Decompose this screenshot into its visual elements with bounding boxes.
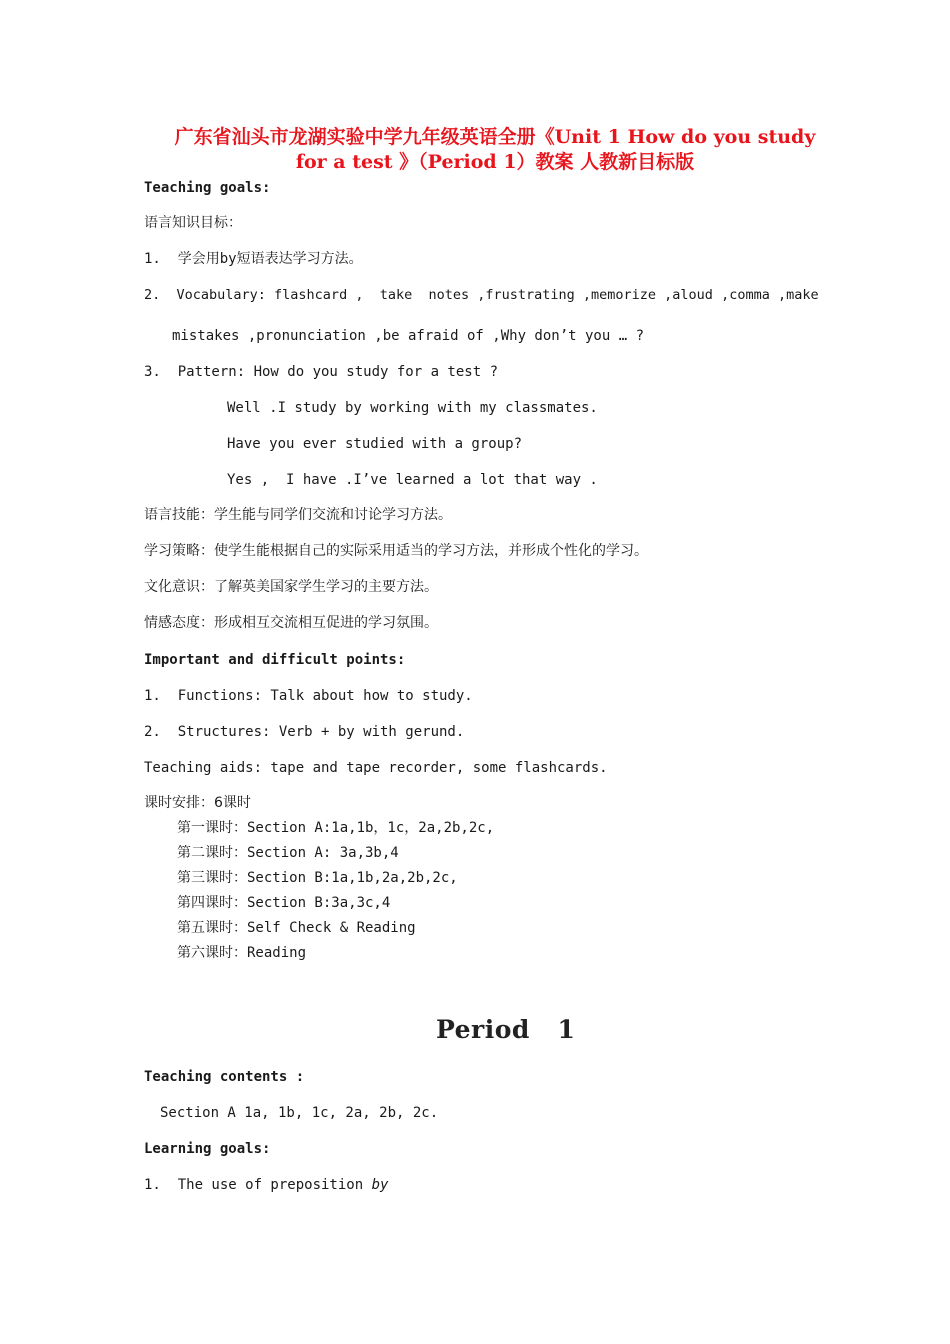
learning-goal-1 (144, 1176, 388, 1194)
teaching-goals-heading: Teaching goals: (144, 180, 271, 196)
language-skills: 语言技能：学生能与同学们交流和讨论学习方法。 (144, 507, 452, 523)
schedule-lesson-4: 第四课时：Section B:3a,3c,4 (177, 895, 391, 911)
schedule-lesson-2: 第二课时：Section A: 3a,3b,4 (177, 845, 399, 861)
teaching-aids: Teaching aids: tape and tape recorder, some flashcards. (144, 760, 608, 776)
pattern-line-2: Have you ever studied with a group? (227, 436, 523, 452)
pattern-line-1: Well .I study by working with my classmates. (227, 400, 598, 416)
teaching-contents: Section A 1a, 1b, 1c, 2a, 2b, 2c. (160, 1105, 439, 1121)
period-heading: Period 1 (436, 1015, 576, 1044)
important-point-2: 2. Structures: Verb + by with gerund. (144, 724, 465, 740)
schedule-lesson-5: 第五课时：Self Check & Reading (177, 920, 416, 936)
learning-goal-1-text: 1. The use of preposition (144, 1177, 372, 1193)
goal-item-1: 1. 学会用by短语表达学习方法。 (144, 251, 363, 267)
pattern-line-3: Yes , I have .I’ve learned a lot that way . (227, 472, 598, 488)
schedule-lesson-3: 第三课时：Section B:1a,1b,2a,2b,2c, (177, 870, 458, 886)
schedule-lesson-1: 第一课时：Section A:1a,1b，1c，2a,2b,2c, (177, 820, 495, 836)
learning-goals-heading: Learning goals: (144, 1141, 271, 1157)
vocabulary-line-2: mistakes ,pronunciation ,be afraid of ,Why don’t you … ? (172, 328, 645, 344)
schedule-label: 课时安排：6课时 (144, 795, 251, 811)
teaching-contents-heading: Teaching contents : (144, 1069, 305, 1085)
learning-strategy: 学习策略：使学生能根据自己的实际采用适当的学习方法，并形成个性化的学习。 (144, 543, 648, 559)
cultural-awareness: 文化意识：了解英美国家学生学习的主要方法。 (144, 579, 438, 595)
vocabulary-line-1: 2. Vocabulary: flashcard , take notes ,frustrating ,memorize ,aloud ,comma ,make (144, 287, 819, 303)
learning-goal-1-keyword: by (371, 1177, 389, 1193)
document-title-line-2: for a test 》（Period 1）教案 人教新目标版 (295, 151, 695, 173)
document-title-line-1: 广东省汕头市龙湖实验中学九年级英语全册《Unit 1 How do you study (174, 126, 816, 148)
language-knowledge-label: 语言知识目标： (144, 215, 242, 231)
schedule-lesson-6: 第六课时：Reading (177, 945, 307, 961)
emotional-attitude: 情感态度：形成相互交流相互促进的学习氛围。 (144, 615, 438, 631)
important-points-heading: Important and difficult points: (144, 652, 406, 668)
pattern-heading: 3. Pattern: How do you study for a test ? (144, 364, 499, 380)
important-point-1: 1. Functions: Talk about how to study. (144, 688, 473, 704)
